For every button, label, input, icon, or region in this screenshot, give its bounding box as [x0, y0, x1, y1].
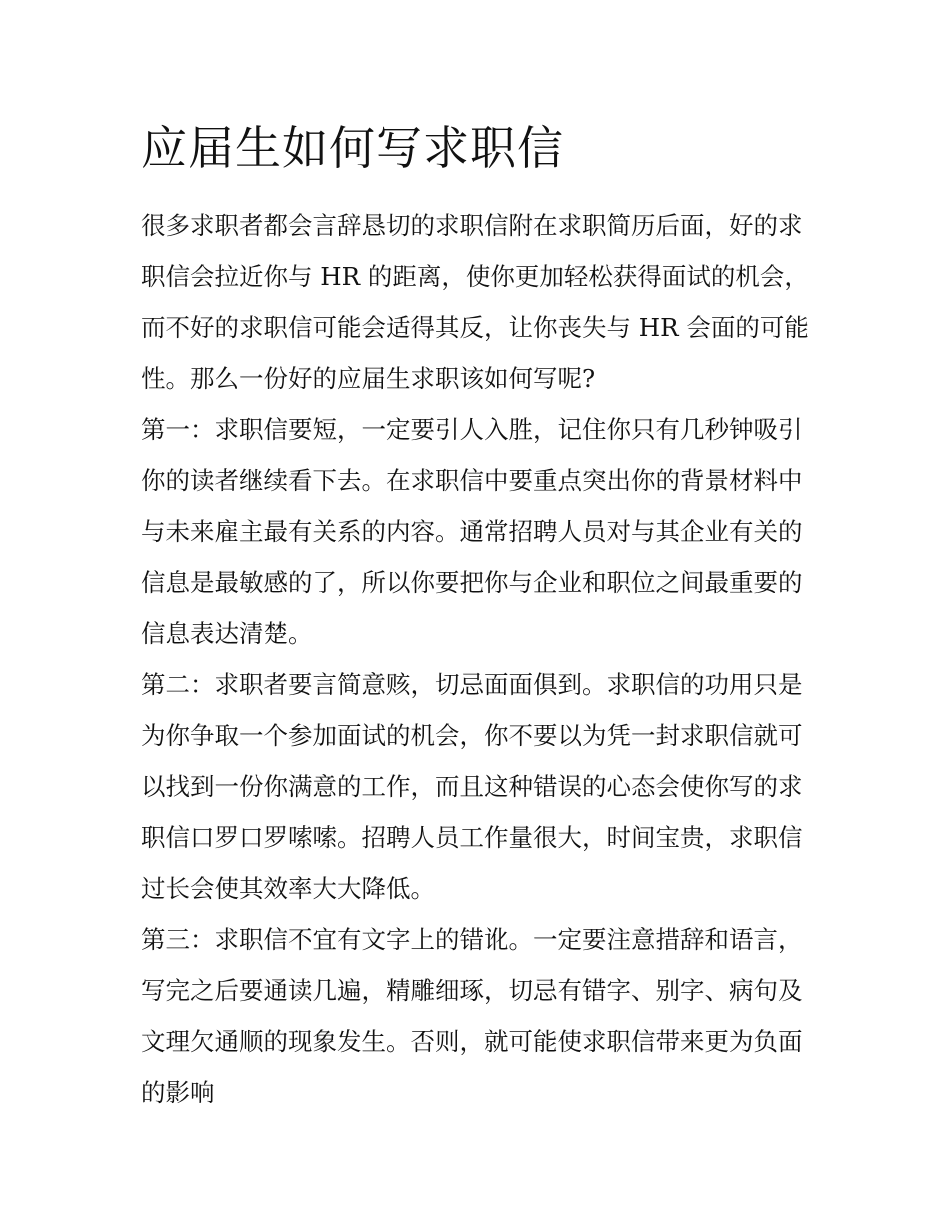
text-line: 很多求职者都会言辞恳切的求职信附在求职简历后面，好的求	[141, 211, 803, 240]
paragraph-point-2	[141, 659, 821, 914]
text-line: 文理欠通顺的现象发生。否则，就可能使求职信带来更为负面	[141, 1027, 803, 1056]
text-line: 职信会拉近你与 HR 的距离，使你更加轻松获得面试的机会，	[141, 262, 809, 291]
text-line: 职信口罗口罗嗦嗦。招聘人员工作量很大，时间宝贵，求职信	[141, 823, 803, 852]
text-line: 第二：求职者要言简意赅，切忌面面俱到。求职信的功用只是	[141, 670, 803, 699]
text-line: 写完之后要通读几遍，精雕细琢，切忌有错字、别字、病句及	[141, 976, 803, 1005]
paragraph-intro	[141, 200, 821, 404]
text-line: 信息表达清楚。	[141, 619, 313, 648]
text-line: 以找到一份你满意的工作，而且这种错误的心态会使你写的求	[141, 772, 803, 801]
text-line: 与未来雇主最有关系的内容。通常招聘人员对与其企业有关的	[141, 517, 803, 546]
text-line: 第三：求职信不宜有文字上的错讹。一定要注意措辞和语言，	[141, 925, 803, 954]
paragraph-point-1	[141, 404, 821, 659]
text-line: 性。那么一份好的应届生求职该如何写呢?	[141, 364, 596, 393]
paragraph-point-3	[141, 914, 821, 1118]
text-line: 的影响	[141, 1078, 215, 1107]
document-body	[141, 200, 821, 1118]
text-line: 为你争取一个参加面试的机会，你不要以为凭一封求职信就可	[141, 721, 803, 750]
text-line: 过长会使其效率大大降低。	[141, 874, 435, 903]
page-title: 应届生如何写求职信	[141, 121, 564, 175]
text-line: 第一：求职信要短，一定要引人入胜，记住你只有几秒钟吸引	[141, 415, 803, 444]
text-line: 信息是最敏感的了，所以你要把你与企业和职位之间最重要的	[141, 568, 803, 597]
text-line: 而不好的求职信可能会适得其反，让你丧失与 HR 会面的可能	[141, 313, 809, 342]
text-line: 你的读者继续看下去。在求职信中要重点突出你的背景材料中	[141, 466, 803, 495]
